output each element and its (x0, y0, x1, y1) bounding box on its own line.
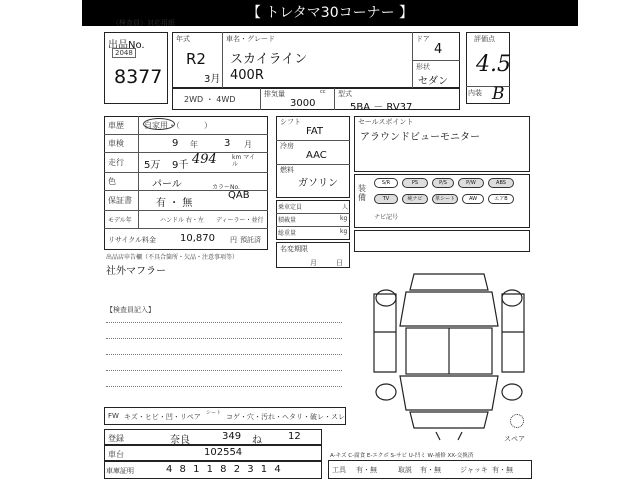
fuel-label: 燃料 (280, 166, 294, 174)
blank-box (354, 230, 530, 252)
mileage-value: 5万 (144, 160, 161, 171)
sheet-subtitle: （検査員）対応用紙 (112, 19, 175, 27)
exhibitor-notes-text: 社外マフラー (106, 266, 166, 277)
lot-top-number: 2048 (112, 48, 136, 58)
equipment-label: 装備 (358, 184, 366, 202)
score-value: 4.5 (476, 52, 511, 77)
inspection-year-unit: 年 (190, 140, 198, 149)
equip-airbag: エアB (488, 194, 514, 204)
model-year-label: モデル年 (108, 217, 132, 224)
color-code: QAB (228, 190, 250, 201)
drive-type: 2WD ・ 4WD (184, 95, 236, 104)
equip-sr: S/R (374, 178, 398, 188)
registration-kana: ね (252, 435, 262, 446)
chassis-number: 102554 (204, 447, 243, 458)
details-box (104, 116, 268, 250)
year-value: R2 (186, 50, 206, 68)
model-code: 5BA － RV37 (350, 102, 413, 113)
shape-label: 形状 (416, 63, 430, 71)
ac-label: 冷房 (280, 142, 294, 150)
car-grade: 400R (230, 68, 264, 83)
passengers-label: 乗車定員 (278, 204, 303, 211)
doors-label: ドア (416, 35, 430, 43)
load-unit: kg (340, 215, 348, 222)
equip-abs: ABS (488, 178, 514, 188)
warranty-options: 有 ・ 無 (156, 198, 193, 209)
manual-label: 取説 (398, 466, 412, 474)
registration-class: 349 (222, 431, 242, 442)
lot-label: 出品No. (108, 40, 145, 51)
displacement-label: 排気量 (264, 90, 285, 98)
cc-unit: cc (320, 89, 326, 95)
recycle-status: 預託済 (240, 236, 261, 244)
car-damage-diagram (366, 264, 532, 448)
car-name: スカイライン (230, 52, 308, 67)
warranty-label: 保証書 (108, 196, 132, 205)
equip-pw: P/W (458, 178, 484, 188)
displacement-value: 3000 (290, 98, 316, 109)
mileage-written: 494 (192, 152, 217, 167)
category-value: 自家用・（ ） (144, 121, 212, 130)
selling-points-text: アラウンドビューモニター (360, 132, 480, 143)
spare-tire-icon (510, 414, 524, 428)
auction-sheet (100, 18, 532, 480)
garage-cert-label: 車庫証明 (106, 467, 134, 475)
recycle-unit: 円 (230, 236, 237, 244)
inspection-month: 3 (224, 138, 231, 149)
equip-nav: 純ナビ (402, 194, 428, 204)
interior-grade: B (492, 84, 505, 104)
name-change-month: 月 (310, 259, 317, 267)
car-name-label: 車名・グレード (226, 35, 275, 43)
exhibitor-notes-label: 出品店申告欄（不具合箇所・欠品・注意事項等） (106, 254, 239, 261)
jack-label: ジャッキ (460, 466, 488, 474)
inspection-label: 車検 (108, 139, 124, 148)
seat-label: シート (206, 410, 222, 416)
nav-code-label: ナビ記号 (374, 214, 399, 221)
equip-aw: AW (462, 194, 484, 204)
registration-number: 12 (288, 431, 301, 442)
manual-options: 有・無 (420, 466, 441, 474)
ac-value: AAC (306, 150, 327, 161)
name-change-label: 名変期限 (280, 245, 308, 253)
equip-ps: PS (402, 178, 428, 188)
recycle-label: リサイクル料金 (108, 236, 157, 244)
category-circle (143, 118, 175, 130)
tools-options: 有・無 (356, 466, 377, 474)
jack-options: 有・無 (492, 466, 513, 474)
glass-label: FW (108, 412, 119, 420)
equip-pw-s: P/S (432, 178, 454, 188)
tools-label: 工具 (332, 466, 346, 474)
garage-cert-digits: 4 8 1 1 8 2 3 1 4 (166, 464, 283, 475)
color-code-label: カラーNo. (212, 184, 240, 191)
passengers-unit: 人 (342, 204, 349, 211)
equip-tv: TV (374, 194, 398, 204)
shift-value: FAT (306, 126, 324, 137)
lot-number: 8377 (114, 66, 163, 88)
spare-label: スペア (504, 435, 525, 443)
color-value: パール (152, 179, 182, 190)
handle-label: ハンドル 右・左 (160, 217, 204, 224)
registration-label: 登録 (108, 434, 124, 443)
mileage-suffix: 9千 (172, 160, 189, 171)
equip-leather: 革シート (432, 194, 458, 204)
selling-points-label: セールスポイント (358, 118, 414, 126)
seat-items: コゲ・穴・汚れ・ヘタリ・破レ・スレ (226, 413, 345, 421)
load-label: 積載量 (278, 217, 297, 224)
glass-items: キズ・ヒビ・凹・リペア (124, 413, 201, 421)
registration-region: 奈良 (170, 435, 190, 446)
model-label: 型式 (338, 90, 352, 98)
interior-label: 内装 (468, 89, 482, 97)
category-label: 車歴 (108, 121, 124, 130)
inspection-month-unit: 月 (244, 140, 252, 149)
inspector-notes-label: 【検査員記入】 (106, 306, 155, 314)
color-label: 色 (108, 177, 116, 186)
fuel-value: ガソリン (298, 178, 338, 189)
inspection-year: 9 (172, 138, 179, 149)
damage-legend: A-キズ C-腐食 E-エクボ S-サビ U-凹ミ W-補修 XX-交換済 (330, 453, 474, 459)
dealer-label: ディーラー・並行 (216, 217, 264, 224)
chassis-label: 車台 (108, 450, 124, 459)
gross-label: 総重量 (278, 230, 297, 237)
km-label: km マイル (232, 154, 256, 168)
shift-label: シフト (280, 118, 301, 126)
year-label: 年式 (176, 35, 190, 43)
mileage-label: 走行 (108, 158, 124, 167)
month-value: 3月 (204, 74, 221, 85)
gross-unit: kg (340, 228, 348, 235)
name-change-day: 日 (336, 259, 343, 267)
doors-value: 4 (434, 42, 443, 57)
body-type: セダン (418, 76, 449, 87)
page-banner: 【 トレタマ30コーナー 】 (82, 0, 578, 26)
recycle-amount: 10,870 (180, 233, 215, 244)
score-label: 評価点 (474, 35, 495, 43)
